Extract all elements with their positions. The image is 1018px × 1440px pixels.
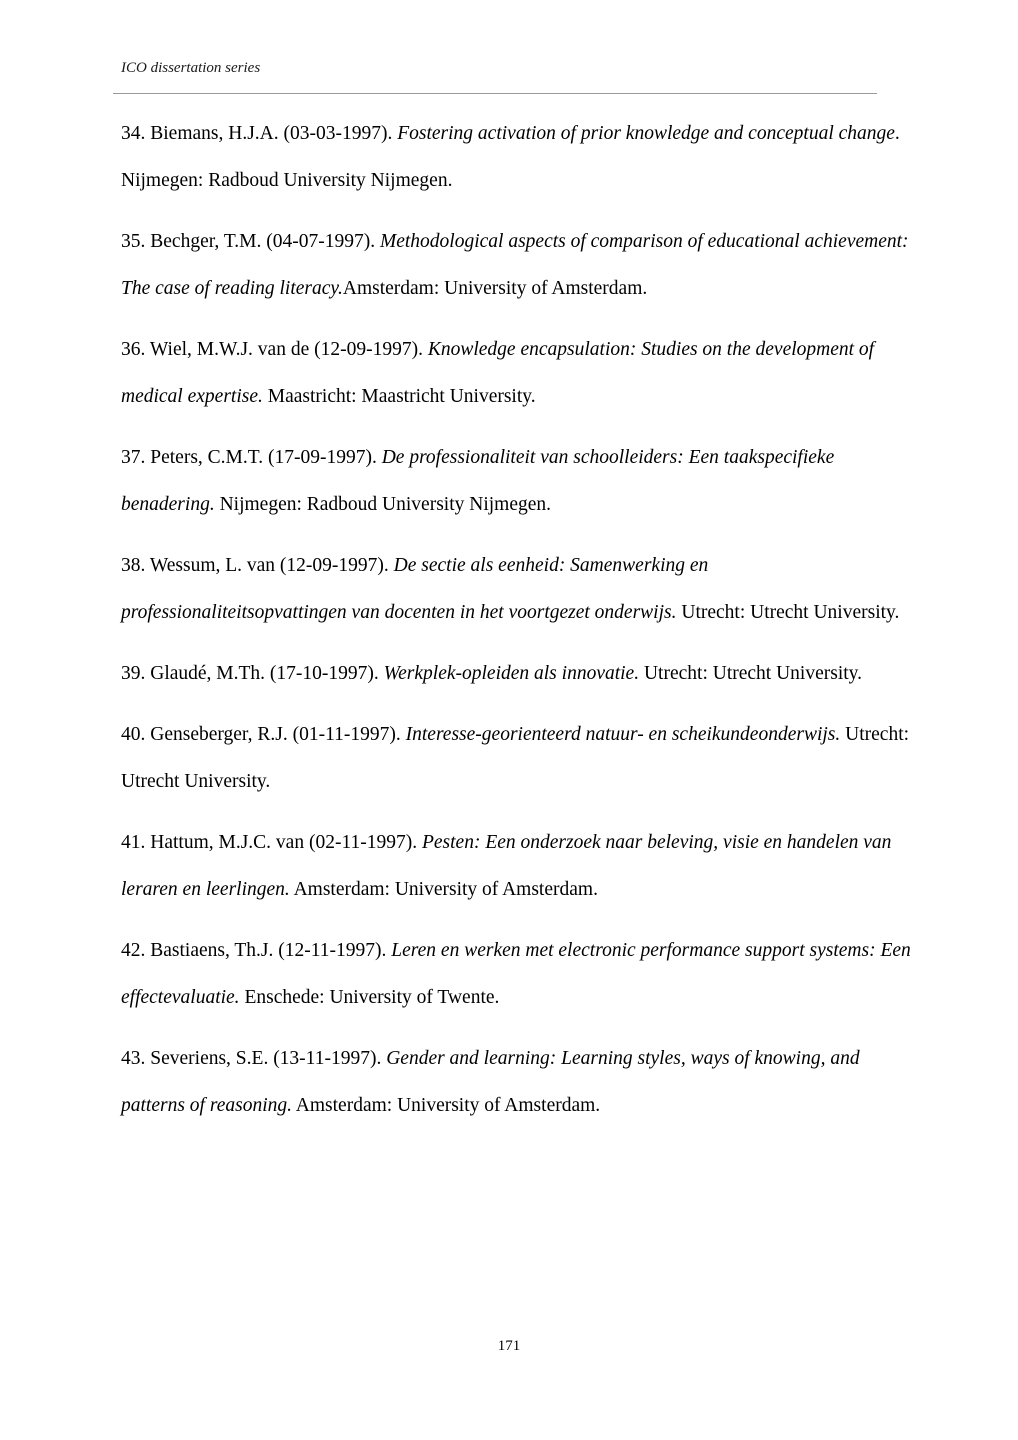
entry-author-date: 34. Biemans, H.J.A. (03-03-1997). — [121, 123, 398, 144]
entry-title: De sectie als eenheid: Samenwerking en professionaliteitsopvattingen van docenten in het voortgezet onderwijs. — [121, 555, 709, 623]
entry-publisher: Utrecht: Utrecht University. — [639, 663, 863, 684]
list-item — [121, 819, 911, 913]
list-item — [121, 927, 911, 1021]
entry-title: Interesse-georienteerd natuur- en scheikundeonderwijs. — [405, 724, 841, 745]
entry-title: Knowledge encapsulation: Studies on the development of medical expertise. — [121, 339, 875, 407]
entry-title: Leren en werken met electronic performance support systems: Een effectevaluatie. — [121, 940, 911, 1008]
entry-author-date: 35. Bechger, T.M. (04-07-1997). — [121, 231, 380, 252]
entry-title: Methodological aspects of comparison of educational achievement: The case of reading literacy. — [121, 231, 909, 299]
entry-publisher: Amsterdam: University of Amsterdam. — [289, 879, 598, 900]
list-item — [121, 650, 911, 697]
entry-publisher: Amsterdam: University of Amsterdam. — [342, 278, 648, 299]
entry-publisher: . Nijmegen: Radboud University Nijmegen. — [121, 123, 900, 191]
entry-author-date: 42. Bastiaens, Th.J. (12-11-1997). — [121, 940, 392, 961]
list-item — [121, 326, 911, 420]
list-item — [121, 218, 911, 312]
list-item — [121, 434, 911, 528]
list-item — [121, 711, 911, 805]
dissertation-list — [121, 110, 911, 1143]
entry-author-date: 40. Genseberger, R.J. (01-11-1997). — [121, 724, 406, 745]
entry-publisher: Utrecht: Utrecht University. — [121, 724, 910, 792]
entry-author-date: 39. Glaudé, M.Th. (17-10-1997). — [121, 663, 384, 684]
list-item — [121, 1035, 911, 1129]
entry-publisher: Utrecht: Utrecht University. — [676, 602, 900, 623]
entry-author-date: 36. Wiel, M.W.J. van de (12-09-1997). — [121, 339, 428, 360]
running-header: ICO dissertation series — [121, 60, 261, 76]
list-item — [121, 542, 911, 636]
header-divider — [113, 93, 877, 94]
entry-title: Gender and learning: Learning styles, ways of knowing, and patterns of reasoning. — [121, 1048, 860, 1116]
entry-author-date: 37. Peters, C.M.T. (17-09-1997). — [121, 447, 382, 468]
entry-title: De professionaliteit van schoolleiders: Een taakspecifieke benadering. — [121, 447, 835, 515]
page-number: 171 — [497, 1338, 521, 1354]
entry-publisher: Amsterdam: University of Amsterdam. — [292, 1095, 601, 1116]
entry-author-date: 38. Wessum, L. van (12-09-1997). — [121, 555, 394, 576]
entry-publisher: Nijmegen: Radboud University Nijmegen. — [214, 494, 552, 515]
list-item — [121, 110, 911, 204]
entry-publisher: Maastricht: Maastricht University. — [262, 386, 536, 407]
entry-author-date: 41. Hattum, M.J.C. van (02-11-1997). — [121, 832, 422, 853]
entry-title: Fostering activation of prior knowledge and conceptual change — [397, 123, 895, 144]
entry-title: Pesten: Een onderzoek naar beleving, visie en handelen van leraren en leerlingen. — [121, 832, 892, 900]
entry-title: Werkplek-opleiden als innovatie. — [383, 663, 640, 684]
entry-publisher: Enschede: University of Twente. — [239, 987, 500, 1008]
entry-author-date: 43. Severiens, S.E. (13-11-1997). — [121, 1048, 387, 1069]
